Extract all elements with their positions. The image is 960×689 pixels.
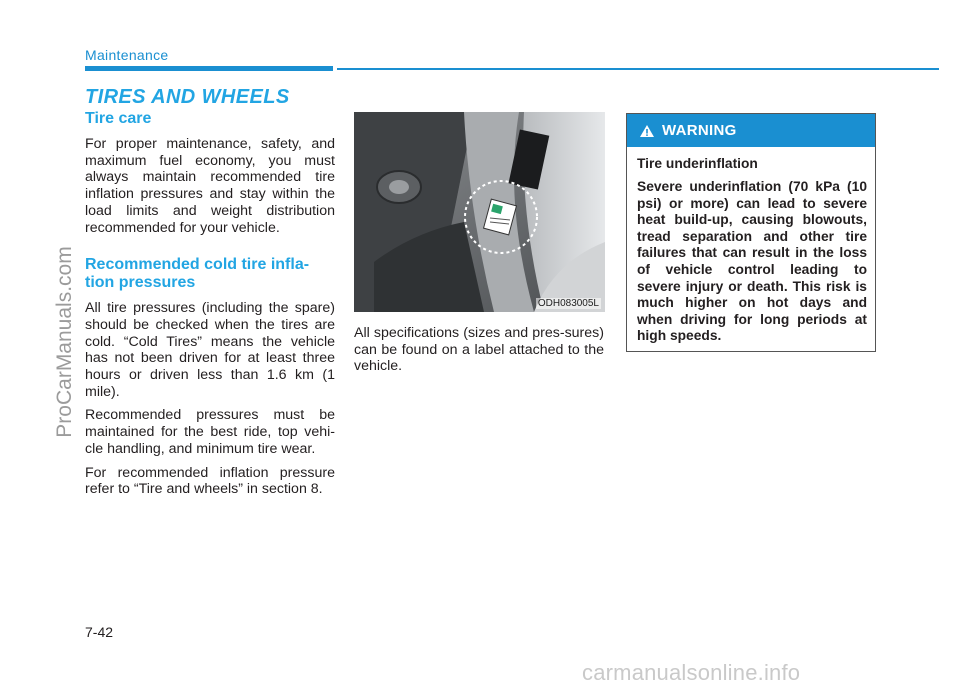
- cold-pressures-paragraph-2: Recommended pressures must be maintained for the best ride, top vehi-cle handling, and minimum tire wear.: [85, 407, 335, 457]
- tire-care-paragraph: For proper maintenance, safety, and maximum fuel economy, you must always maintain recommended tire inflation pressures and stay within the load limits and weight distribution recommended for your vehicle.: [85, 136, 335, 236]
- cold-pressures-heading: Recommended cold tire infla-tion pressures: [85, 256, 310, 292]
- cold-pressures-paragraph-3: For recommended inflation pressure refer to “Tire and wheels” in section 8.: [85, 464, 335, 498]
- side-watermark: ProCarManuals.com: [53, 246, 76, 438]
- page-number: 7-42: [85, 624, 114, 640]
- warning-triangle-icon: [639, 124, 655, 138]
- label-location-paragraph: All specifications (sizes and pres-sures) can be found on a label attached to the vehicle.: [354, 325, 604, 375]
- section-title: TIRES AND WHEELS: [85, 86, 290, 108]
- middle-column: [354, 325, 604, 382]
- footer-watermark: carmanualsonline.info: [582, 660, 801, 685]
- warning-label: WARNING: [662, 122, 737, 139]
- cold-pressures-paragraph-1: All tire pressures (including the spare) should be checked when the tires are cold. “Cold Tires” means the vehicle has not been driven for at least three hours or driven less than 1.6 km (1 mile).: [85, 300, 335, 400]
- door-pillar-illustration: [354, 112, 605, 312]
- warning-box: [626, 113, 876, 352]
- left-column: [85, 110, 335, 505]
- figure-caption: ODH083005L: [537, 298, 599, 309]
- warning-header: [627, 114, 875, 147]
- header-rule-thick: [85, 66, 333, 71]
- tire-care-heading: Tire care: [85, 110, 152, 127]
- warning-text: Severe underinflation (70 kPa (10 psi) or more) can lead to severe heat build-up, causing blowouts, tread separation and other tire failures that can result in the loss of vehicle control leading to severe injury or death. This risk is much higher on hot days and when driving for long periods at high speeds.: [637, 179, 867, 344]
- warning-body: [627, 147, 875, 345]
- warning-title: Tire underinflation: [637, 156, 758, 171]
- tire-label-photo: [354, 112, 605, 312]
- header-rule-thin: [337, 68, 939, 70]
- section-label: Maintenance: [85, 47, 169, 63]
